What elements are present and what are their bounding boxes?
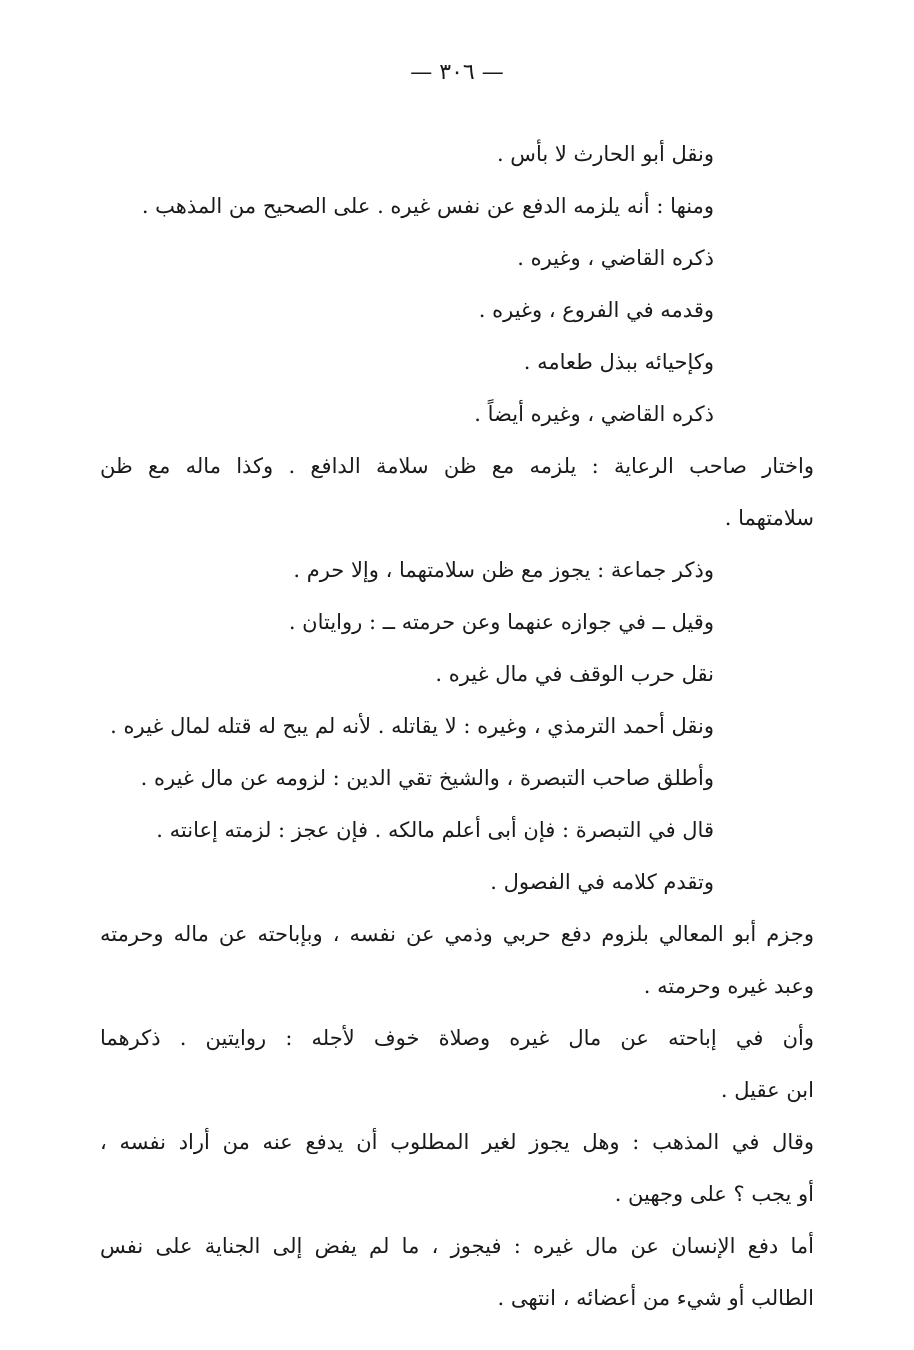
text-line: وأطلق صاحب التبصرة ، والشيخ تقي الدين : لزومه عن مال غيره . xyxy=(140,766,714,790)
text-line: أما دفع الإنسان عن مال غيره : فيجوز ، ما لم يفض إلى الجناية على نفس xyxy=(100,1234,814,1258)
text-line: قال في التبصرة : فإن أبى أعلم مالكه . فإن عجز : لزمته إعانته . xyxy=(156,818,714,842)
text-line: أو يجب ؟ على وجهين . xyxy=(614,1182,814,1206)
text-line: ونقل أبو الحارث لا بأس . xyxy=(496,142,714,166)
page-number: — ٣٠٦ — xyxy=(410,60,504,85)
text-line: ونقل أحمد الترمذي ، وغيره : لا يقاتله . لأنه لم يبح له قتله لمال غيره . xyxy=(110,714,714,738)
text-line: وعبد غيره وحرمته . xyxy=(643,974,814,998)
text-line: الطالب أو شيء من أعضائه ، انتهى . xyxy=(497,1286,814,1310)
text-line: وكإحيائه ببذل طعامه . xyxy=(523,350,714,374)
text-line: وذكر جماعة : يجوز مع ظن سلامتهما ، وإلا حرم . xyxy=(293,558,714,582)
text-line: وتقدم كلامه في الفصول . xyxy=(490,870,714,894)
text-line: وأن في إباحته عن مال غيره وصلاة خوف لأجله : روايتين . ذكرهما xyxy=(100,1026,814,1050)
text-line: وقدمه في الفروع ، وغيره . xyxy=(478,298,714,322)
text-line: ذكره القاضي ، وغيره أيضاً . xyxy=(474,402,714,426)
text-line: وقال في المذهب : وهل يجوز لغير المطلوب أن يدفع عنه من أراد نفسه ، xyxy=(100,1130,814,1154)
text-line: ومنها : أنه يلزمه الدفع عن نفس غيره . على الصحيح من المذهب . xyxy=(141,194,714,218)
text-line: وجزم أبو المعالي بلزوم دفع حربي وذمي عن نفسه ، وبإباحته عن ماله وحرمته xyxy=(100,922,814,946)
text-line: نقل حرب الوقف في مال غيره . xyxy=(435,662,714,686)
text-line: سلامتهما . xyxy=(724,506,814,530)
text-line: ابن عقيل . xyxy=(720,1078,814,1102)
text-line: وقيل ــ في جوازه عنهما وعن حرمته ــ : روايتان . xyxy=(288,610,714,634)
text-line: واختار صاحب الرعاية : يلزمه مع ظن سلامة الدافع . وكذا ماله مع ظن xyxy=(100,454,814,478)
text-line: ذكره القاضي ، وغيره . xyxy=(517,246,714,270)
body-text xyxy=(100,128,814,1324)
